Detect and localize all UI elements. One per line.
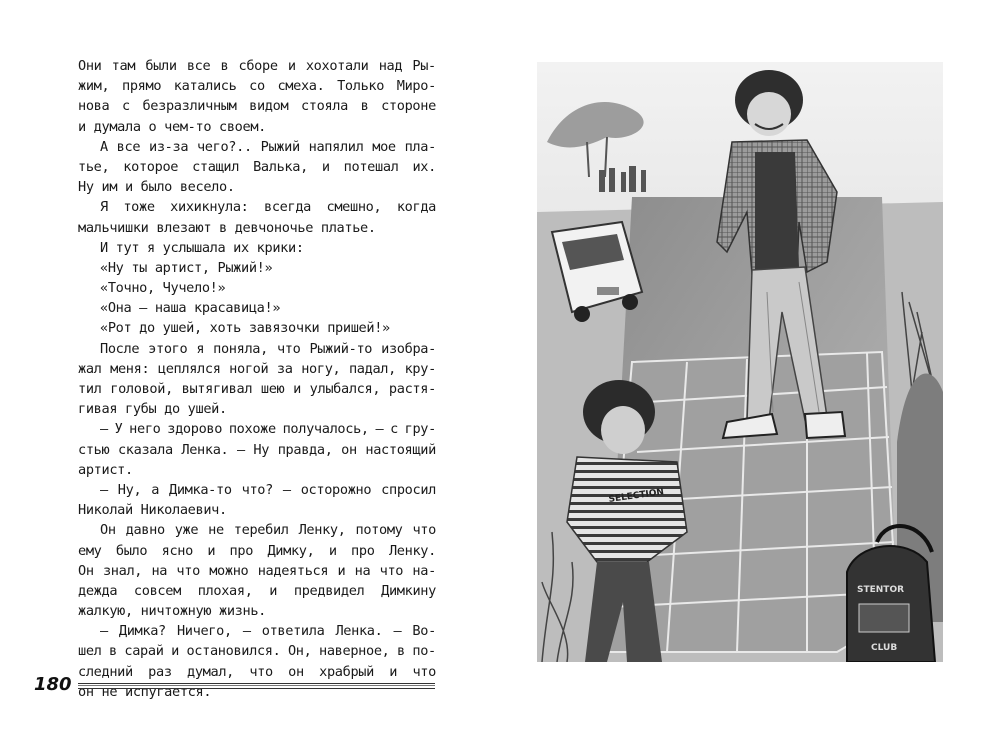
- text-line: «Она – наша красавица!»: [100, 300, 281, 317]
- text-line: шел в сарай и остановился. Он, наверное, в по-: [78, 643, 436, 660]
- text-line: жим, прямо катались со смеха. Только Миро-: [78, 78, 436, 95]
- text-line: артист.: [78, 461, 133, 478]
- text-line: дежда совсем плохая, и предвидел Димкину: [78, 582, 436, 599]
- text-line: нова с безразличным видом стояла в стороне: [78, 98, 436, 115]
- text-line: «Ну ты артист, Рыжий!»: [100, 259, 273, 276]
- body-text: [78, 56, 436, 702]
- illustration: [537, 62, 943, 662]
- text-line: Николай Николаевич.: [78, 502, 227, 519]
- text-line: тил головой, вытягивал шею и улыбался, растя-: [78, 381, 436, 397]
- text-line: – У него здорово похоже получалось, – с гру-: [100, 421, 436, 438]
- text-line: Он знал, на что можно надеяться и на что на-: [78, 562, 436, 579]
- text-line: он не испугается.: [78, 683, 212, 700]
- text-line: И тут я услышала их крики:: [100, 239, 304, 256]
- text-line: Ну им и было весело.: [78, 179, 235, 196]
- text-line: После этого я поняла, что Рыжий-то изобра-: [100, 340, 436, 357]
- page-number: 180: [34, 674, 72, 695]
- text-line: «Точно, Чучело!»: [100, 280, 226, 297]
- text-line: тье, которое стащил Валька, и потешал их.: [78, 158, 436, 175]
- footer-rule: [78, 683, 435, 689]
- text-line: – Ну, а Димка-то что? – осторожно спросил: [100, 481, 436, 498]
- text-line: гивая губы до ушей.: [78, 401, 227, 418]
- text-line: жалкую, ничтожную жизнь.: [78, 603, 267, 620]
- text-line: А все из-за чего?.. Рыжий напялил мое пла-: [100, 138, 436, 155]
- text-line: Он давно уже не теребил Ленку, потому что: [100, 522, 436, 539]
- bag-text-bottom: CLUB: [871, 643, 898, 653]
- text-line: стью сказала Ленка. – Ну правда, он настоящий: [78, 441, 436, 458]
- text-line: жал меня: цеплялся ногой за ногу, падал, кру-: [78, 360, 436, 377]
- text-line: мальчишки влезают в девчоночье платье.: [78, 219, 376, 236]
- text-line: Я тоже хихикнула: всегда смешно, когда: [100, 199, 436, 216]
- text-line: следний раз думал, что он храбрый и что: [78, 663, 436, 680]
- text-line: и думала о чем-то своем.: [78, 118, 267, 135]
- text-line: Они там были все в сборе и хохотали над Ры-: [78, 58, 436, 74]
- text-line: «Рот до ушей, хоть завязочки пришей!»: [100, 320, 390, 337]
- text-line: – Димка? Ничего, – ответила Ленка. – Во-: [100, 623, 436, 640]
- sweater-text: SELECTION: [608, 487, 665, 505]
- text-line: ему было ясно и про Димку, и про Ленку.: [78, 542, 436, 559]
- bag-text-top: STENTOR: [857, 585, 905, 595]
